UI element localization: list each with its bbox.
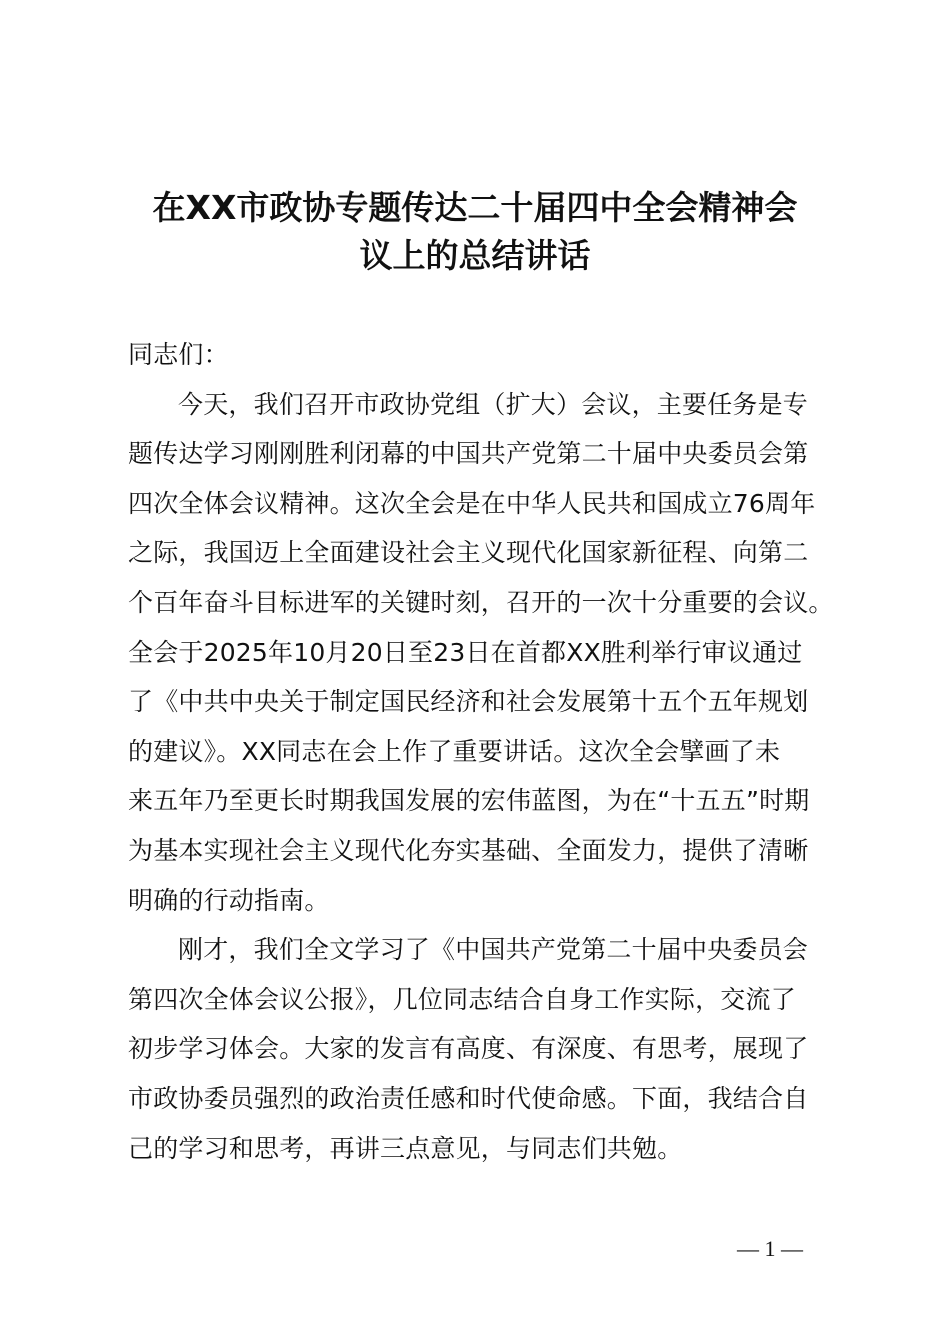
paragraph-2-line: 第四次全体会议公报》，几位同志结合自身工作实际，交流了: [128, 984, 796, 1014]
salutation: 同志们：: [128, 340, 229, 369]
paragraph-2-line: 初步学习体会。大家的发言有高度、有深度、有思考，展现了: [128, 1034, 809, 1064]
document-title-line-1: 在XX市政协专题传达二十届四中全会精神会: [152, 188, 798, 227]
paragraph-1-line: 了《中共中央关于制定国民经济和社会发展第十五个五年规划: [128, 687, 809, 717]
paragraph-1-line: 的建议》。XX同志在会上作了重要讲话。这次全会擘画了未: [128, 736, 781, 766]
paragraph-1-line: 题传达学习刚刚胜利闭幕的中国共产党第二十届中央委员会第: [128, 439, 809, 469]
page-number: — 1 —: [737, 1236, 803, 1261]
paragraph-1-line: 来五年乃至更长时期我国发展的宏伟蓝图，为在“十五五”时期: [128, 786, 810, 816]
paragraph-1-line: 今天，我们召开市政协党组（扩大）会议，主要任务是专: [178, 389, 809, 419]
document-title-line-2: 议上的总结讲话: [359, 236, 591, 275]
paragraph-2-line: 市政协委员强烈的政治责任感和时代使命感。下面，我结合自: [128, 1084, 809, 1113]
paragraph-2-line: 己的学习和思考，再讲三点意见，与同志们共勉。: [128, 1133, 683, 1163]
paragraph-1-line: 个百年奋斗目标进军的关键时刻，召开的一次十分重要的会议。: [128, 588, 834, 617]
paragraph-1-line: 之际，我国迈上全面建设社会主义现代化国家新征程、向第二: [128, 538, 809, 568]
paragraph-1-line: 全会于2025年10月20日至23日在首都XX胜利举行审议通过: [128, 637, 803, 667]
paragraph-2-line: 刚才，我们全文学习了《中国共产党第二十届中央委员会: [178, 935, 809, 965]
paragraph-1-line: 为基本实现社会主义现代化夯实基础、全面发力，提供了清晰: [128, 836, 809, 865]
paragraph-1-line: 明确的行动指南。: [128, 885, 330, 915]
paragraph-1-line: 四次全体会议精神。这次全会是在中华人民共和国成立76周年: [128, 488, 816, 518]
